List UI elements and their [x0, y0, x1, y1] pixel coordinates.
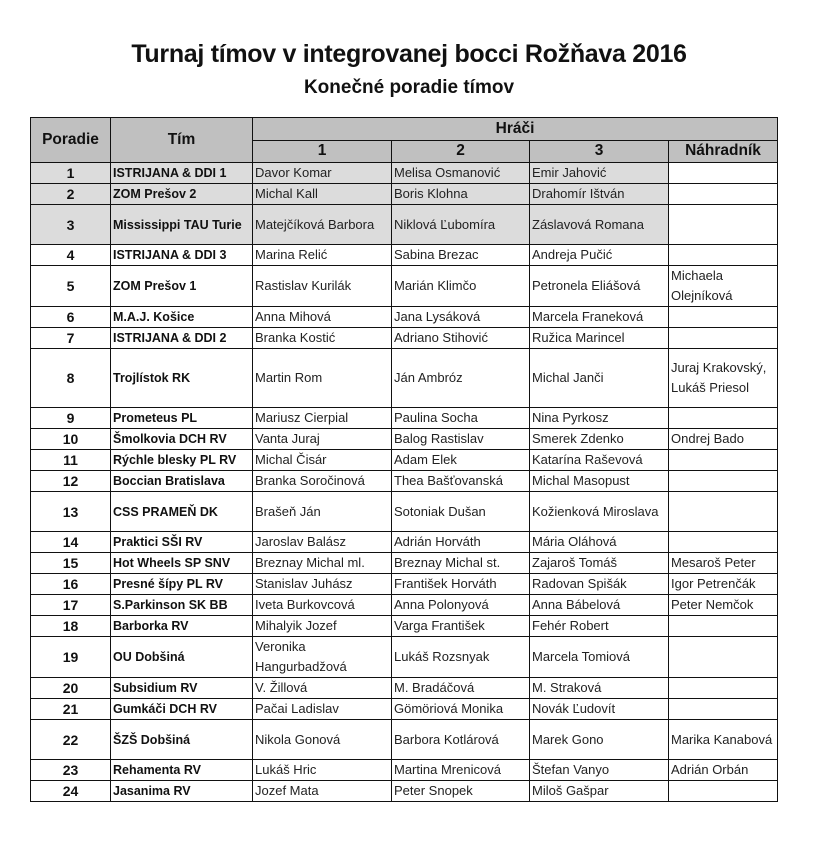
header-rank: Poradie	[31, 118, 111, 163]
header-player-1: 1	[253, 140, 392, 163]
team-cell: Jasanima RV	[111, 781, 253, 802]
substitute-cell	[669, 471, 778, 492]
player-2-cell: Paulina Socha	[392, 408, 530, 429]
player-1-cell: Matejčíková Barbora	[253, 205, 392, 245]
header-players-group: Hráči	[253, 118, 778, 141]
player-1-cell: Pačai Ladislav	[253, 699, 392, 720]
player-2-cell: Peter Snopek	[392, 781, 530, 802]
rank-cell: 6	[31, 307, 111, 328]
rank-cell: 14	[31, 532, 111, 553]
player-1-cell: Veronika Hangurbadžová	[253, 637, 392, 678]
substitute-cell: Marika Kanabová	[669, 720, 778, 760]
substitute-cell: Igor Petrenčák	[669, 574, 778, 595]
player-2-cell: Adrián Horváth	[392, 532, 530, 553]
substitute-cell	[669, 616, 778, 637]
player-2-cell: Adam Elek	[392, 450, 530, 471]
team-cell: ZOM Prešov 2	[111, 184, 253, 205]
player-3-cell: Štefan Vanyo	[530, 760, 669, 781]
player-2-cell: Ján Ambróz	[392, 349, 530, 408]
rank-cell: 13	[31, 492, 111, 532]
player-2-cell: Marián Klimčo	[392, 266, 530, 307]
team-cell: ZOM Prešov 1	[111, 266, 253, 307]
team-cell: Rýchle blesky PL RV	[111, 450, 253, 471]
rank-cell: 10	[31, 429, 111, 450]
substitute-cell	[669, 637, 778, 678]
player-1-cell: Jozef Mata	[253, 781, 392, 802]
team-cell: Gumkáči DCH RV	[111, 699, 253, 720]
substitute-cell	[669, 245, 778, 266]
player-3-cell: Drahomír Ištván	[530, 184, 669, 205]
team-cell: Prometeus PL	[111, 408, 253, 429]
player-3-cell: Kožienková Miroslava	[530, 492, 669, 532]
player-1-cell: Branka Kostić	[253, 328, 392, 349]
player-2-cell: Gömöriová Monika	[392, 699, 530, 720]
player-2-cell: Sabina Brezac	[392, 245, 530, 266]
table-row	[31, 429, 778, 450]
player-1-cell: Mihalyik Jozef	[253, 616, 392, 637]
team-cell: Subsidium RV	[111, 678, 253, 699]
player-3-cell: Marek Gono	[530, 720, 669, 760]
table-row	[31, 205, 778, 245]
document-subtitle: Konečné poradie tímov	[303, 77, 515, 98]
substitute-cell	[669, 328, 778, 349]
rank-cell: 12	[31, 471, 111, 492]
player-1-cell: Marina Relić	[253, 245, 392, 266]
table-row	[31, 574, 778, 595]
rank-cell: 1	[31, 163, 111, 184]
table-row	[31, 699, 778, 720]
rank-cell: 22	[31, 720, 111, 760]
team-cell: Šmolkovia DCH RV	[111, 429, 253, 450]
standings-table	[30, 117, 778, 802]
table-row	[31, 781, 778, 802]
table-row	[31, 471, 778, 492]
document-title: Turnaj tímov v integrovanej bocci Rožňava 2016	[131, 40, 687, 68]
rank-cell: 8	[31, 349, 111, 408]
substitute-cell	[669, 307, 778, 328]
substitute-cell	[669, 163, 778, 184]
player-1-cell: Mariusz Cierpial	[253, 408, 392, 429]
player-3-cell: Petronela Eliášová	[530, 266, 669, 307]
team-cell: ISTRIJANA & DDI 3	[111, 245, 253, 266]
player-2-cell: Martina Mrenicová	[392, 760, 530, 781]
player-3-cell: Smerek Zdenko	[530, 429, 669, 450]
player-2-cell: Melisa Osmanović	[392, 163, 530, 184]
player-1-cell: Brašeň Ján	[253, 492, 392, 532]
team-cell: Praktici SŠI RV	[111, 532, 253, 553]
rank-cell: 17	[31, 595, 111, 616]
substitute-cell: Michaela Olejníková	[669, 266, 778, 307]
player-3-cell: Zajaroš Tomáš	[530, 553, 669, 574]
player-1-cell: Nikola Gonová	[253, 720, 392, 760]
header-team: Tím	[111, 118, 253, 163]
player-2-cell: Barbora Kotlárová	[392, 720, 530, 760]
team-cell: ISTRIJANA & DDI 2	[111, 328, 253, 349]
substitute-cell: Adrián Orbán	[669, 760, 778, 781]
player-1-cell: Anna Mihová	[253, 307, 392, 328]
player-1-cell: Davor Komar	[253, 163, 392, 184]
rank-cell: 24	[31, 781, 111, 802]
player-1-cell: V. Žillová	[253, 678, 392, 699]
player-1-cell: Branka Soročinová	[253, 471, 392, 492]
player-3-cell: Ružica Marincel	[530, 328, 669, 349]
rank-cell: 21	[31, 699, 111, 720]
substitute-cell	[669, 532, 778, 553]
team-cell: Boccian Bratislava	[111, 471, 253, 492]
rank-cell: 2	[31, 184, 111, 205]
substitute-cell	[669, 492, 778, 532]
player-1-cell: Vanta Juraj	[253, 429, 392, 450]
player-2-cell: Thea Bašťovanská	[392, 471, 530, 492]
table-row	[31, 595, 778, 616]
team-cell: M.A.J. Košice	[111, 307, 253, 328]
table-row	[31, 307, 778, 328]
player-1-cell: Iveta Burkovcová	[253, 595, 392, 616]
table-row	[31, 408, 778, 429]
table-row	[31, 266, 778, 307]
table-row	[31, 760, 778, 781]
player-3-cell: Fehér Robert	[530, 616, 669, 637]
substitute-cell	[669, 699, 778, 720]
rank-cell: 18	[31, 616, 111, 637]
player-2-cell: Adriano Stihović	[392, 328, 530, 349]
player-3-cell: Radovan Spišák	[530, 574, 669, 595]
player-3-cell: Marcela Franeková	[530, 307, 669, 328]
table-row	[31, 532, 778, 553]
substitute-cell	[669, 450, 778, 471]
rank-cell: 7	[31, 328, 111, 349]
team-cell: OU Dobšiná	[111, 637, 253, 678]
team-cell: Mississippi TAU Turie	[111, 205, 253, 245]
substitute-cell: Ondrej Bado	[669, 429, 778, 450]
team-cell: S.Parkinson SK BB	[111, 595, 253, 616]
player-3-cell: Emir Jahović	[530, 163, 669, 184]
player-2-cell: Jana Lysáková	[392, 307, 530, 328]
table-row	[31, 163, 778, 184]
rank-cell: 3	[31, 205, 111, 245]
player-2-cell: Niklová Ľubomíra	[392, 205, 530, 245]
substitute-cell	[669, 678, 778, 699]
player-3-cell: Novák Ľudovít	[530, 699, 669, 720]
player-2-cell: Sotoniak Dušan	[392, 492, 530, 532]
team-cell: Presné šípy PL RV	[111, 574, 253, 595]
player-3-cell: Andreja Pučić	[530, 245, 669, 266]
rank-cell: 20	[31, 678, 111, 699]
substitute-cell	[669, 781, 778, 802]
substitute-cell: Peter Nemčok	[669, 595, 778, 616]
player-1-cell: Rastislav Kurilák	[253, 266, 392, 307]
substitute-cell: Mesaroš Peter	[669, 553, 778, 574]
player-3-cell: M. Straková	[530, 678, 669, 699]
table-row	[31, 245, 778, 266]
player-3-cell: Miloš Gašpar	[530, 781, 669, 802]
table-row	[31, 678, 778, 699]
table-row	[31, 637, 778, 678]
player-1-cell: Jaroslav Balász	[253, 532, 392, 553]
table-row	[31, 720, 778, 760]
table-row	[31, 184, 778, 205]
player-3-cell: Michal Janči	[530, 349, 669, 408]
table-row	[31, 450, 778, 471]
rank-cell: 19	[31, 637, 111, 678]
player-2-cell: Varga František	[392, 616, 530, 637]
player-1-cell: Martin Rom	[253, 349, 392, 408]
substitute-cell	[669, 408, 778, 429]
player-3-cell: Marcela Tomiová	[530, 637, 669, 678]
rank-cell: 5	[31, 266, 111, 307]
team-cell: Barborka RV	[111, 616, 253, 637]
header-player-3: 3	[530, 140, 669, 163]
player-3-cell: Katarína Raševová	[530, 450, 669, 471]
team-cell: Trojlístok RK	[111, 349, 253, 408]
player-3-cell: Anna Bábelová	[530, 595, 669, 616]
substitute-cell	[669, 205, 778, 245]
table-row	[31, 492, 778, 532]
rank-cell: 15	[31, 553, 111, 574]
table-row	[31, 553, 778, 574]
player-1-cell: Stanislav Juhász	[253, 574, 392, 595]
player-1-cell: Michal Kall	[253, 184, 392, 205]
team-cell: Hot Wheels SP SNV	[111, 553, 253, 574]
player-3-cell: Nina Pyrkosz	[530, 408, 669, 429]
team-cell: CSS PRAMEŇ DK	[111, 492, 253, 532]
rank-cell: 16	[31, 574, 111, 595]
team-cell: ISTRIJANA & DDI 1	[111, 163, 253, 184]
substitute-cell	[669, 184, 778, 205]
rank-cell: 23	[31, 760, 111, 781]
player-2-cell: Balog Rastislav	[392, 429, 530, 450]
player-2-cell: Boris Klohna	[392, 184, 530, 205]
table-body	[31, 163, 778, 802]
team-cell: ŠZŠ Dobšiná	[111, 720, 253, 760]
player-2-cell: Breznay Michal st.	[392, 553, 530, 574]
player-1-cell: Michal Čisár	[253, 450, 392, 471]
rank-cell: 4	[31, 245, 111, 266]
header-player-2: 2	[392, 140, 530, 163]
table-row	[31, 616, 778, 637]
player-2-cell: František Horváth	[392, 574, 530, 595]
player-3-cell: Záslavová Romana	[530, 205, 669, 245]
rank-cell: 11	[31, 450, 111, 471]
player-3-cell: Michal Masopust	[530, 471, 669, 492]
table-row	[31, 328, 778, 349]
rank-cell: 9	[31, 408, 111, 429]
player-2-cell: Anna Polonyová	[392, 595, 530, 616]
header-substitute: Náhradník	[669, 140, 778, 163]
substitute-cell: Juraj Krakovský, Lukáš Priesol	[669, 349, 778, 408]
player-1-cell: Breznay Michal ml.	[253, 553, 392, 574]
table-row	[31, 349, 778, 408]
player-1-cell: Lukáš Hric	[253, 760, 392, 781]
team-cell: Rehamenta RV	[111, 760, 253, 781]
player-2-cell: M. Bradáčová	[392, 678, 530, 699]
player-2-cell: Lukáš Rozsnyak	[392, 637, 530, 678]
player-3-cell: Mária Oláhová	[530, 532, 669, 553]
